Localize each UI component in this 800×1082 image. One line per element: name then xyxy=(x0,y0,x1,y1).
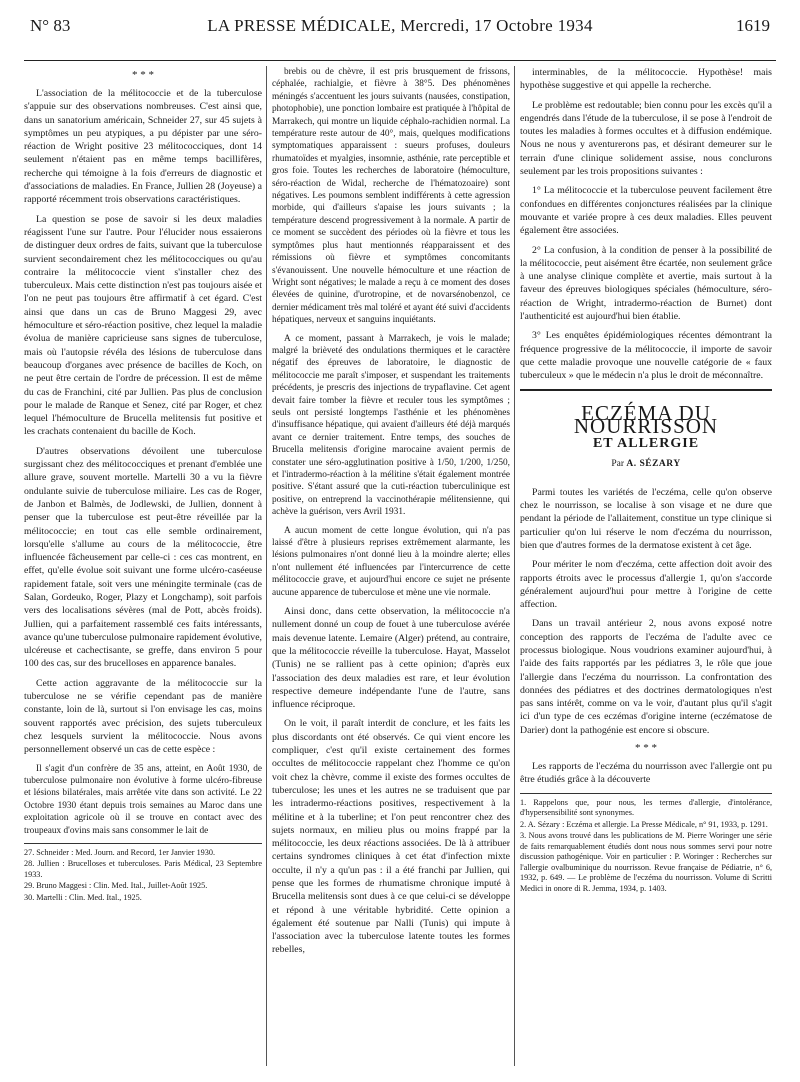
paragraph: Les rapports de l'eczéma du nourrisson avec l'allergie ont pu être étudiés grâce à la découverte xyxy=(520,761,772,786)
footnote-rule xyxy=(24,843,262,844)
footnote: 2. A. Sézary : Eczéma et allergie. La Presse Médicale, n° 91, 1933, p. 1291. xyxy=(520,819,768,829)
paragraph: L'association de la mélitococcie et de la tuberculose s'appuie sur des observations nombreuses. C'est ainsi que, dans un sanatorium américain, Schneider 27, sur 45 sujets à symptômes un peu atypiques, a pu dépister par une séro-réaction de Wright positive 23 mélitococciques, dont 14 seulement n'étaient pas en même temps bacillifères, recherche qui témoigne à la fois d'erreurs de diagnostic et d'associations de maladies. En France, Jullien 28 (Joyeuse) a rapporté récemment trois observations caractéristiques. xyxy=(24,88,262,206)
paragraph: Le problème est redoutable; bien connu pour les excès qu'il a engendrés dans l'étude de la tuberculose, il se pose à l'endroit de toutes les maladies à formes occultes et à diffusion endémique. Nous ne nous y aventurerons pas, et désirant demeurer sur le terrain d'une clinique solidement assise, nous conclurons seulement par les trois propositions suivantes : xyxy=(520,99,772,178)
article-author-line xyxy=(520,458,772,471)
paragraph: On le voit, il paraît interdit de conclure, et les faits les plus discordants ont été observés. Ce qui vient encore les compliquer, c'est qu'il existe certainement des formes occultes de mélitococcie rappelant chez l'homme ce qu'on voit chez la chèvre, comme il existe des formes occultes de tuberculose; les unes et les autres ne se traduisent que par les intradermo-réactions positives, respectivement à la mélitine et à la tuberline; et l'on peut rencontrer chez des sujets normaux, en milieu plus ou moins frappé par la mélitococcie, les deux réactions associées. De là à attribuer certains syndromes cliniques à cet état d'infection mixte occulte, il n'y a qu'un pas : il a été franchi par Jullien, qui pense que les formes de rhumatisme chronique imputé à Brucella melitensis sont dues à ce que celui-ci se développe et répond à une véritable hybridité. Cette opinion a également été soutenue par Nalli (Tunis) qui impute à l'association avec la tuberculose latente toutes les formes rebelles, xyxy=(272,718,510,956)
footnote: 1. Rappelons que, pour nous, les termes d'allergie, d'intolérance, d'hypersensibilité sont synonymes. xyxy=(520,797,772,818)
footnote: 27. Schneider : Med. Journ. and Record, 1er Janvier 1930. xyxy=(24,847,215,857)
issue-number: N° 83 xyxy=(30,16,71,35)
paragraph: Cette action aggravante de la mélitococcie sur la tuberculose ne se vérifie cependant pas de manière constante, loin de là, surtout si l'on envisage les cas, moins souvent rapportés avec précision, des sujets tuberculeux chez lesquels survient la mélitococcie. Nous avons personnellement observé un cas de cette espèce : xyxy=(24,677,262,756)
footnote: 3. Nous avons trouvé dans les publications de M. Pierre Woringer une série de faits remarquablement étudiés dont nous nous sommes servi pour notre discussion pathogénique. Voir en particulier : P. Woringer : Recherches sur l'allergie ovalbuminique du nourrisson. Revue française de Pédiatrie, n° 6, 1932, p. 649. — Le problème de l'eczéma du nourrisson. Volume di Scritti Medici in onore di R. Jemma, 1934, p. 1403. xyxy=(520,831,772,893)
article-author: A. SÉZARY xyxy=(626,459,681,470)
paragraph: La question se pose de savoir si les deux maladies réagissent l'une sur l'autre. Pour l'élucider nous essaierons de distinguer deux ordres de faits, suivant que la tuberculose survient secondairement chez les mélitococciques ou qu'au contraire la mélitococcie vient s'installer chez des tuberculeux. Mais cette distinction n'est pas toujours aisée et l'on ne peut pas toujours être affirmatif à cet égard. C'est ainsi que dans un cas de Bruno Maggesi 29, avec hémoculture et séro-réaction positive, chez lequel la maladie évolua de manière capricieuse sans signes de tuberculose, mais où l'autopsie révéla des lésions de tuberculose dans beaucoup d'organes avec présence de bacilles de Koch, on ne peut être certain de l'ordre de précession. Il est de même du cas de Franchini, cité par Jullien. Pas plus de conclusion pour le malade de Ranque et Senez, cité par Roger, et chez lequel l'hémoculture de Brucella melitensis fut positive et les crachats contenaient du bacille de Koch. xyxy=(24,213,262,438)
footnote-rule xyxy=(520,793,772,794)
case-report-paragraph: Il s'agit d'un confrère de 35 ans, atteint, en Août 1930, de tuberculose pulmonaire non évolutive à forme ulcéro-fibreuse et lésions bilatérales, mais arrêtée vite dans son activité. Le 22 Octobre 1930 étant depuis trois semaines au Maroc dans une exploitation agricole où il se trouve en contact avec des troupeaux d'ovins mais sans consommer le lait de xyxy=(24,763,262,836)
header-rule xyxy=(24,60,776,61)
paragraph: Ainsi donc, dans cette observation, la mélitococcie n'a nullement donné un coup de fouet à une tuberculose avérée mais devenue latente. Lemaire (Alger) prétend, au contraire, que la mélitococcie réveille la tuberculose. Hayat, Masselot (Tunis) ne se rallient pas à cette opinion; d'après eux l'association des deux maladies est rare, et leur évolution respective demeure indépendante l'une de l'autre, sans influence réciproque. xyxy=(272,606,510,711)
paragraph: Dans un travail antérieur 2, nous avons exposé notre conception des rapports de l'eczéma de l'adulte avec ce processus biologique. Nous voudrions examiner aujourd'hui, à l'aide des faits rapportés par les pédiatres 3, le rôle que joue l'allergie dans l'eczéma du nourrisson. La confrontation des données des pédiatres et des doctrines dermatologiques n'est pas sans intérêt, comme on va le voir, d'autant plus qu'il s'agit ici d'un type de ces eczémas d'origine interne (eczématose de Darier) dont la pathogénie est encore si obscure. xyxy=(520,618,772,736)
author-prefix: Par xyxy=(611,459,624,470)
page-number: 1619 xyxy=(736,16,770,35)
article-separator-rule xyxy=(520,389,772,391)
case-report-paragraph: brebis ou de chèvre, il est pris brusquement de frissons, céphalée, rachialgie, et fièvre à 38°5. Des phénomènes méningés s'accentuent les jours suivants (nausées, constipation, photophobie), une ponction lombaire est pratiquée à l'hôpital de Marrakech, qui montre un liquide céphalo-rachidien normal. La température reste autour de 40°, mais, quelques modifications symptomatiques apparaissent : sueurs profuses, douleurs rhumatoïdes et myalgies, insomnie, asthénie, rate perceptible et gros foie. Toutes les recherches de laboratoire (hémoculture, séro-réaction de Widal, recherche de l'hématozoaire) sont négatives. Les poumons semblent indifférents à cette agression morbide, qui d'ailleurs s'apaise les jours suivants ; la température descend progressivement à la normale. A partir de ce moment se succèdent des périodes où la fièvre et tous les symptômes plus haut mentionnés réapparaissent et des rémissions où fièvre et symptômes concomitants s'évanouissent. Une nouvelle hémoculture et une réaction de Wright sont négatives; le malade a reçu à ce moment des doses élevées de quinine, d'urotropine, et de novarsénobenzol, ce dernier médicament très mal toléré et ayant été suivi d'accidents hépatiques, nerveux et sanguins inquiétants. xyxy=(272,67,510,326)
paragraph: Pour mériter le nom d'eczéma, cette affection doit avoir des rapports étroits avec le processus d'allergie 1, qu'on s'accorde généralement aujourd'hui pour mettre à l'origine de cette affection. xyxy=(520,559,772,611)
column-1 xyxy=(24,66,262,1076)
paragraph: 2° La confusion, à la condition de penser à la possibilité de la mélitococcie, peut aisément être écartée, non seulement grâce à une analyse clinique complète et avertie, mais surtout à la faveur des épreuves biologiques spéciales (hémoculture, séro-réaction de Wright, intradermo-réaction de Burnet) dont l'authenticité est aujourd'hui bien établie. xyxy=(520,244,772,323)
article-subtitle: ET ALLERGIE xyxy=(592,436,700,452)
section-separator: * * * xyxy=(635,742,657,755)
paragraph: interminables, de la mélitococcie. Hypothèse! mais hypothèse suggestive et qui appelle la recherche. xyxy=(520,67,772,92)
column-3 xyxy=(520,66,772,1076)
journal-title: LA PRESSE MÉDICALE, Mercredi, 17 Octobre 1934 xyxy=(207,16,593,35)
footnote: 30. Martelli : Clin. Med. Ital., 1925. xyxy=(24,892,142,902)
section-separator: * * * xyxy=(132,69,154,81)
column-divider xyxy=(266,66,267,1066)
case-report-paragraph: A ce moment, passant à Marrakech, je vois le malade; malgré la brièveté des ondulations thermiques et le caractère négatif des épreuves de laboratoire, le diagnostic de mélitococcie me paraît s'imposer, et suspendant les traitements précédents, je prescris des injections de trypaflavine. Cet agent devait faire tomber la fièvre et reculer tous les symptômes ; seuls ont persisté longtemps l'asthénie et les phénomènes d'insuffisance hépatique, qui avaient d'ailleurs été déjà marqués avant ce dernier traitement. Entre temps, des souches de Brucella melitensis d'origine marocaine avaient permis de constater une séro-agglutination positive à 1/50, 1/200, 1/250, et l'intradermo-réaction à la mélitine s'était également montrée positive. S'étant assuré que la cuti-réaction tuberculinique est positive, on entreprend la vaccinothérapie mélitensienne, qui achève la guérison, vers Avril 1931. xyxy=(272,333,510,518)
column-2 xyxy=(272,66,510,1076)
article-title: ECZÉMA DU NOURRISSON xyxy=(573,400,719,438)
paragraph: 1° La mélitococcie et la tuberculose peuvent facilement être confondues en différentes conjonctures réalisées par la clinique mouvante et variée propre à ces deux maladies. Elles peuvent également être associées. xyxy=(520,185,772,237)
paragraph: D'autres observations dévoilent une tuberculose surgissant chez des mélitococciques et prenant d'emblée une allure grave, souvent mortelle. Martelli 30 a vu la fièvre ondulante suivie de tuberculose miliaire. Les cas de Roger, de Janbon et Balmès, de Jodlewski, de Jullien, donnent à penser que la tuberculose est peut-être réveillée par la mélitococcie; en tout cas elle semble ordinairement, lorsqu'elle s'allume au cours de la mélitococcie, être influencée fâcheusement par celle-ci : ces cas montrent, en effet, qu'elle évolue soit suivant une forme ulcéro-caséeuse rapidement fatale, soit vers une méningite terminale (cas de Salan, Gordeuko, Roger, Plazy et Longchamp), soit parfois vers des localisations sévères (mal de Pott, abcès froids). Jullien, qui a parfaitement rassemblé ces faits intéressants, avance qu'une tuberculose pulmonaire rapidement évolutive, ulcéreuse et cachectisante, se greffe, dans environ 5 pour 100 des cas, sur des brucelloses en apparence banales. xyxy=(24,445,262,670)
column-divider xyxy=(514,66,515,1066)
footnote: 29. Bruno Maggesi : Clin. Med. Ital., Juillet-Août 1925. xyxy=(24,881,208,891)
page-header xyxy=(30,12,770,38)
case-report-paragraph: A aucun moment de cette longue évolution, qui n'a pas laissé d'être à plusieurs reprises extrêmement alarmante, les lésions pulmonaires n'ont donné lieu à la moindre alerte; elles n'ont nullement été influencées par l'intercurrence de cette mélitococcie grave, et aujourd'hui encore ce sujet ne présente aucune apparence de tuberculose et mène une vie normale. xyxy=(272,525,510,598)
paragraph: 3° Les enquêtes épidémiologiques récentes démontrant la fréquence progressive de la mélitococcie, il importe de savoir que cette maladie provoque une nouvelle catégorie de « faux tuberculeux » que le médecin n'a plus le droit de méconnaître. xyxy=(520,330,772,382)
paragraph: Parmi toutes les variétés de l'eczéma, celle qu'on observe chez le nourrisson, se localise à son visage et ne dure que pendant la période de l'allaitement, constitue un type clinique si particulier qu'on lui réserve le nom d'eczéma du nourrisson, bien que d'autres formes de la dermatose existent à cet âge. xyxy=(520,486,772,551)
footnote: 28. Jullien : Brucelloses et tuberculoses. Paris Médical, 23 Septembre 1933. xyxy=(24,859,262,879)
